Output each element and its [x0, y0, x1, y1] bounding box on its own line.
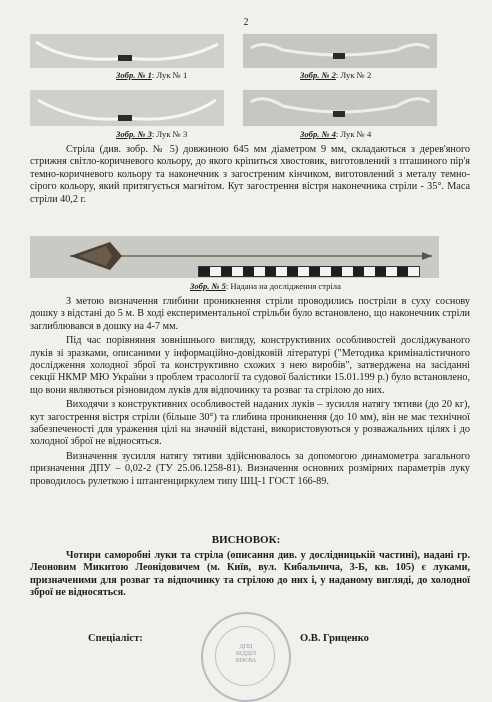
stamp-text: ДПЦ ВІДДІЛ КИЄВА — [235, 644, 257, 664]
paragraph-features: Виходячи з конструктивних особливостей наданих луків – зусилля натягу тятиви (до 20 кг), кут загострення вістря стріли (більше 30°) та глибина проникнення (до 10 мм), він не має технічної забезпеченості для ураження цілі на значній відстані, використовуються у розважальних цілях і до холодної зброї не відносяться. — [30, 399, 470, 448]
page-number: 2 — [243, 17, 249, 28]
figure-1-caption — [116, 70, 187, 80]
figure-1-label: : Лук № 1 — [151, 70, 188, 80]
figure-4-ref: Зобр. № 4 — [300, 129, 336, 139]
conclusion-text: Чотири саморобні луки та стріла (описання див. у дослідницькій частині), надані гр. Леоновим Микитою Леонідовичем (м. Київ, вул. Кибальчича, 3-Б, кв. 105) є луками, призначеними для розваг та відпочинку та стрілою до них і, у наданому вигляді, до холодної зброї не відносяться. — [30, 550, 470, 599]
figure-1-ref: Зобр. № 1 — [116, 70, 152, 80]
figure-5-ref: Зобр. № 5 — [190, 281, 226, 291]
figure-3-ref: Зобр. № 3 — [116, 129, 152, 139]
signature-name: О.В. Гриценко — [300, 633, 369, 644]
figure-3-label: : Лук № 3 — [151, 129, 188, 139]
figure-2-caption — [300, 70, 371, 80]
figure-2-ref: Зобр. № 2 — [300, 70, 336, 80]
figure-4-label: : Лук № 4 — [335, 129, 372, 139]
conclusion-heading: ВИСНОВОК: — [211, 534, 281, 546]
bow-3-photo — [30, 90, 224, 126]
scale-ruler — [198, 266, 420, 277]
body-text — [30, 296, 470, 488]
arrow-description: Стріла (див. зобр. № 5) довжиною 645 мм діаметром 9 мм, складаються з дерев'яного стрижня світло-коричневого кольору, до якого кріпиться хвостовик, виготовлений з пташиного пір'я темно-коричневого кольору та наконечник з загостреним кінчиком, виготовлений з металу темно-сірого кольору, який притягується магнітом. Кут загострення вістря наконечника стріли - 35°. Маса стріли 40,2 г. — [30, 144, 470, 205]
figure-3-caption — [116, 129, 187, 139]
paragraph-penetration: З метою визначення глибини проникнення стріли проводились постріли в суху соснову дошку з відстані до 5 м. В ході експериментальної стрільби було встановлено, що наконечник стріли заглиблювався в дошку на 4-7 мм. — [30, 296, 470, 332]
figure-5-label: : Надана на дослідження стріла — [225, 281, 341, 291]
paragraph-measurements: Визначення зусилля натягу тятиви здійснювалось за допомогою динамометра загального призначення ДПУ – 0,02-2 (ТУ 25.06.1258-81). Визначення основних розмірних параметрів луку проводилось рулеткою і штангенциркулем типу ШЦ-1 ГОСТ 166-89. — [30, 450, 470, 487]
bow-1-photo — [30, 34, 224, 68]
official-stamp — [201, 612, 291, 702]
paragraph-comparison: Під час порівняння зовнішнього вигляду, конструктивних особливостей досліджуваного луків зі зразками, описаними у інформаційно-довідковій літературі ("Методика криміналістичного дослідження холодної зброї та конструктивно схожих з нею виробів", затверджена на засіданні секції НКМР МЮ України з проблем трасології та судової балістики 15.01.199 р.) було встановлено, що вони являються різновидом луків для відпочинку та розваг та стрілою до них. — [30, 335, 470, 396]
bow-4-photo — [243, 90, 437, 126]
figure-4-caption — [300, 129, 371, 139]
figure-5-caption — [190, 281, 341, 291]
bow-2-photo — [243, 34, 437, 68]
figure-2-label: : Лук № 2 — [335, 70, 372, 80]
signature-role: Спеціаліст: — [88, 633, 143, 644]
